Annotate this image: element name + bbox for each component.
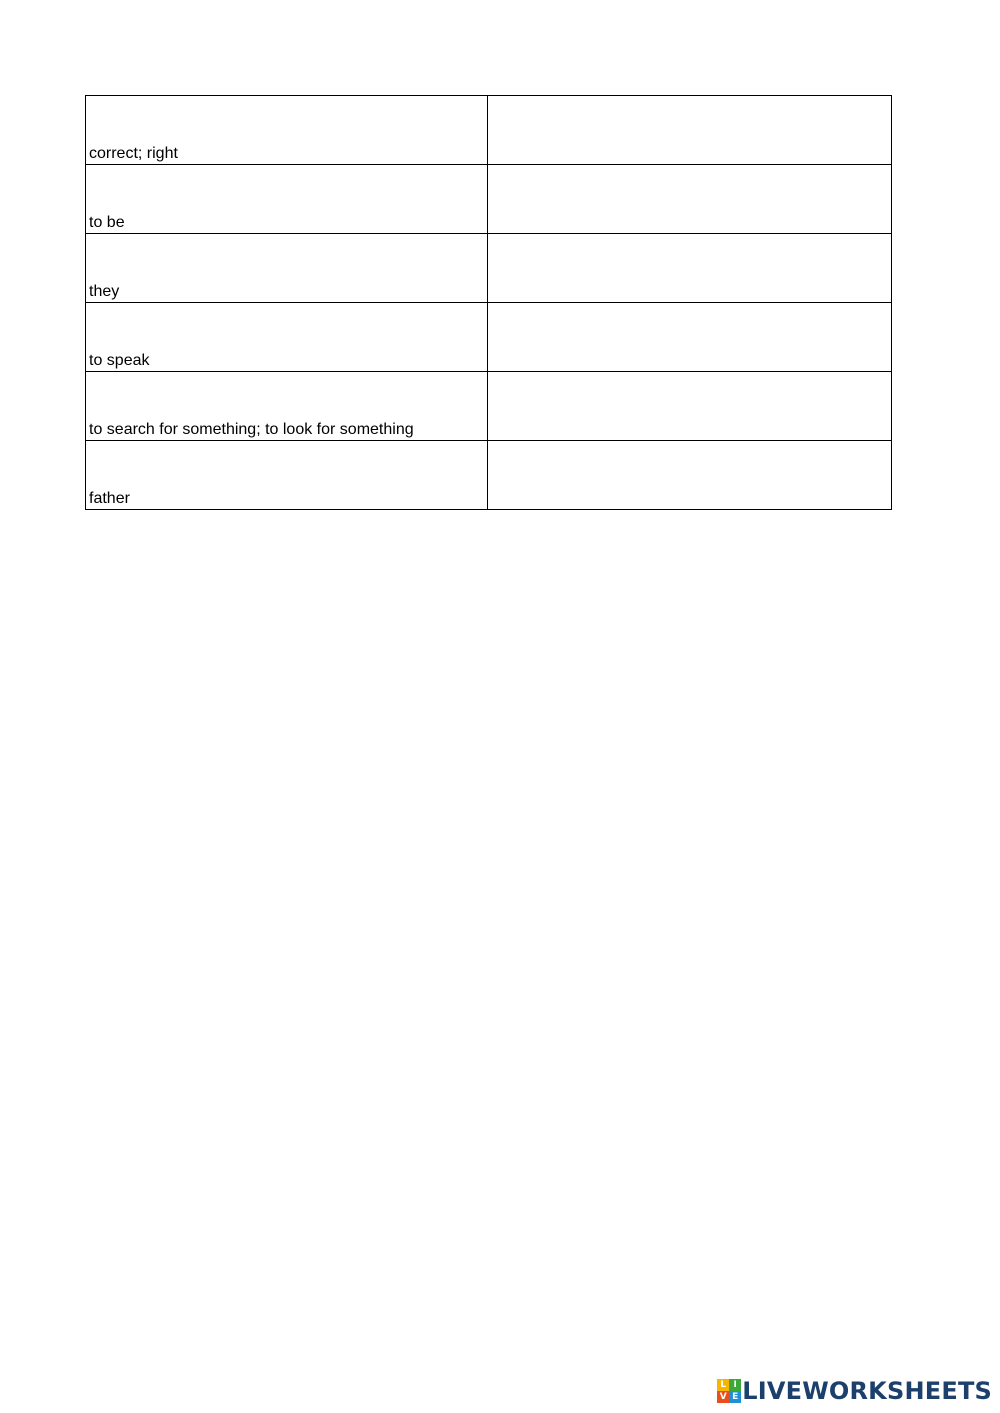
prompt-cell: to search for something; to look for something bbox=[86, 372, 488, 441]
table-row bbox=[86, 372, 892, 441]
answer-cell[interactable] bbox=[488, 441, 892, 510]
prompt-cell: they bbox=[86, 234, 488, 303]
vocabulary-table bbox=[85, 95, 892, 510]
prompt-cell: father bbox=[86, 441, 488, 510]
liveworksheets-brand bbox=[717, 1377, 992, 1405]
brand-name: LIVEWORKSHEETS bbox=[742, 1377, 992, 1405]
table-row bbox=[86, 441, 892, 510]
table-row bbox=[86, 165, 892, 234]
answer-cell[interactable] bbox=[488, 96, 892, 165]
prompt-cell: correct; right bbox=[86, 96, 488, 165]
answer-cell[interactable] bbox=[488, 372, 892, 441]
table-row bbox=[86, 96, 892, 165]
prompt-cell: to be bbox=[86, 165, 488, 234]
logo-tile: I bbox=[729, 1379, 741, 1391]
answer-cell[interactable] bbox=[488, 165, 892, 234]
table-row bbox=[86, 303, 892, 372]
logo-tile: V bbox=[717, 1391, 729, 1403]
logo-tile: L bbox=[717, 1379, 729, 1391]
answer-cell[interactable] bbox=[488, 234, 892, 303]
logo-tile: E bbox=[729, 1391, 741, 1403]
table-row bbox=[86, 234, 892, 303]
prompt-cell: to speak bbox=[86, 303, 488, 372]
answer-cell[interactable] bbox=[488, 303, 892, 372]
liveworksheets-logo-icon bbox=[717, 1379, 741, 1403]
